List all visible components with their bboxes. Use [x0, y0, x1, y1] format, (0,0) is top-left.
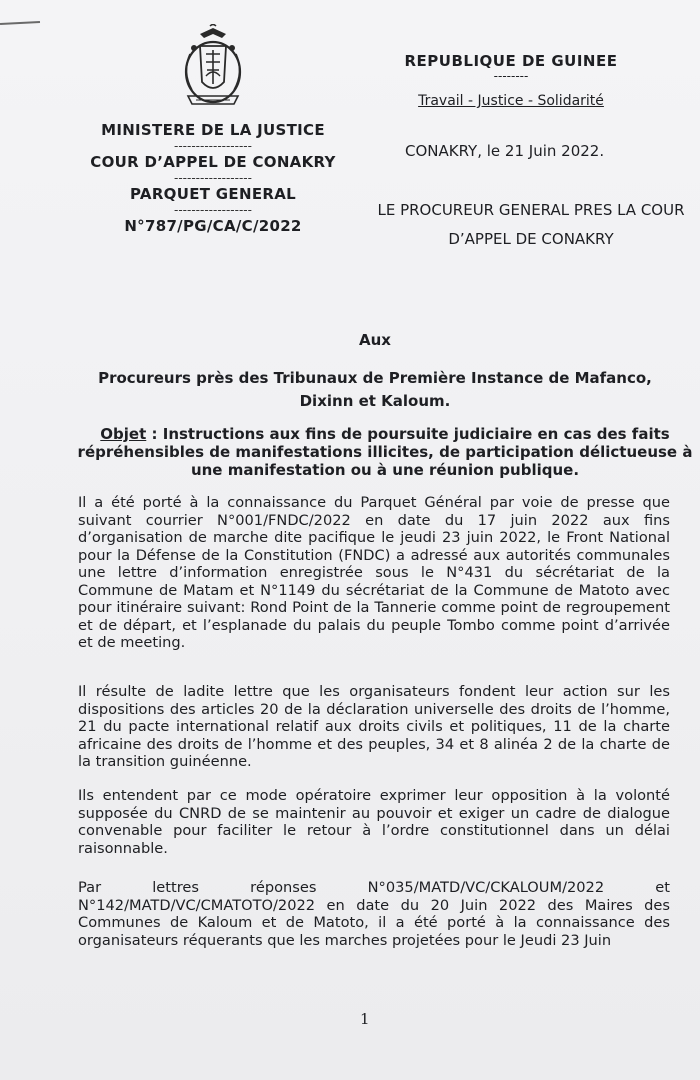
addressee-intro: Aux	[359, 331, 391, 349]
separator: ------------------	[174, 139, 252, 153]
dateline: CONAKRY, le 21 Juin 2022.	[405, 142, 605, 160]
header-left	[78, 24, 348, 236]
reference-number: N°787/PG/CA/C/2022	[124, 217, 302, 235]
addressee-line: Dixinn et Kaloum.	[299, 392, 451, 410]
body-paragraph: Ils entendent par ce mode opératoire exprimer leur opposition à la volonté supposée du CNRD de se maintenir au pouvoir et exiger un cadre de dialogue convenable pour faciliter le retour à l’ordre constitutionnel dans un délai raisonnable.	[78, 787, 670, 857]
separator: ------------------	[174, 203, 252, 217]
body-paragraph: Il a été porté à la connaissance du Parquet Général par voie de presse que suivant courrier N°001/FNDC/2022 en date du 17 juin 2022 aux fins d’organisation de marche dite pacifique le jeudi 23 juin 2022, le Front National pour la Défense de la Constitution (FNDC) a adressé aux autorités communales une lettre d’information enregistrée sous le N°431 du sécrétariat de la Commune de Matam et N°1149 du sécrétariat de la Commune de Matoto avec pour itinéraire suivant: Rond Point de la Tannerie comme point de regroupement et de départ, et l’esplanade du palais du peuple Tombo comme point d’arrivée et de meeting.	[78, 494, 670, 651]
separator: ------------------	[174, 171, 252, 185]
sender-line: D’APPEL DE CONAKRY	[448, 230, 614, 248]
addressee-block	[40, 367, 700, 413]
ministry-name: MINISTERE DE LA JUSTICE	[101, 121, 325, 139]
pen-mark	[0, 21, 40, 25]
court-name: COUR D’APPEL DE CONAKRY	[90, 153, 336, 171]
republic-title: REPUBLIQUE DE GUINEE	[404, 52, 618, 70]
page-number: 1	[360, 1010, 370, 1028]
addressee-line: Procureurs près des Tribunaux de Première Instance de Mafanco,	[98, 369, 652, 387]
coat-of-arms-emblem	[170, 24, 256, 112]
separator: --------	[493, 69, 529, 83]
subject-block	[70, 425, 700, 479]
office-name: PARQUET GENERAL	[130, 185, 296, 203]
subject-label: Objet	[100, 425, 147, 443]
subject-text: Instructions aux fins de poursuite judiciaire en cas des faits répréhensibles de manifestations illicites, de participation délictueuse à une manifestation ou à une réunion publique.	[77, 425, 693, 479]
subject-separator: :	[146, 425, 163, 443]
body-paragraph: Il résulte de ladite lettre que les organisateurs fondent leur action sur les dispositions des articles 20 de la déclaration universelle des droits de l’homme, 21 du pacte international relatif aux droits civils et politiques, 11 de la charte africaine des droits de l’homme et des peuples, 34 et 8 alinéa 2 de la charte de la transition guinéenne.	[78, 683, 670, 770]
national-motto: Travail - Justice - Solidarité	[418, 93, 604, 109]
sender-line: LE PROCUREUR GENERAL PRES LA COUR	[377, 201, 685, 219]
body-paragraph: Par lettres réponses N°035/MATD/VC/CKALOUM/2022 et N°142/MATD/VC/CMATOTO/2022 en date du 20 Juin 2022 des Maires des Communes de Kaloum et de Matoto, il a été porté à la connaissance des organisateurs réquerants que les marches projetées pour le Jeudi 23 Juin	[78, 879, 670, 949]
sender-block	[362, 196, 700, 254]
